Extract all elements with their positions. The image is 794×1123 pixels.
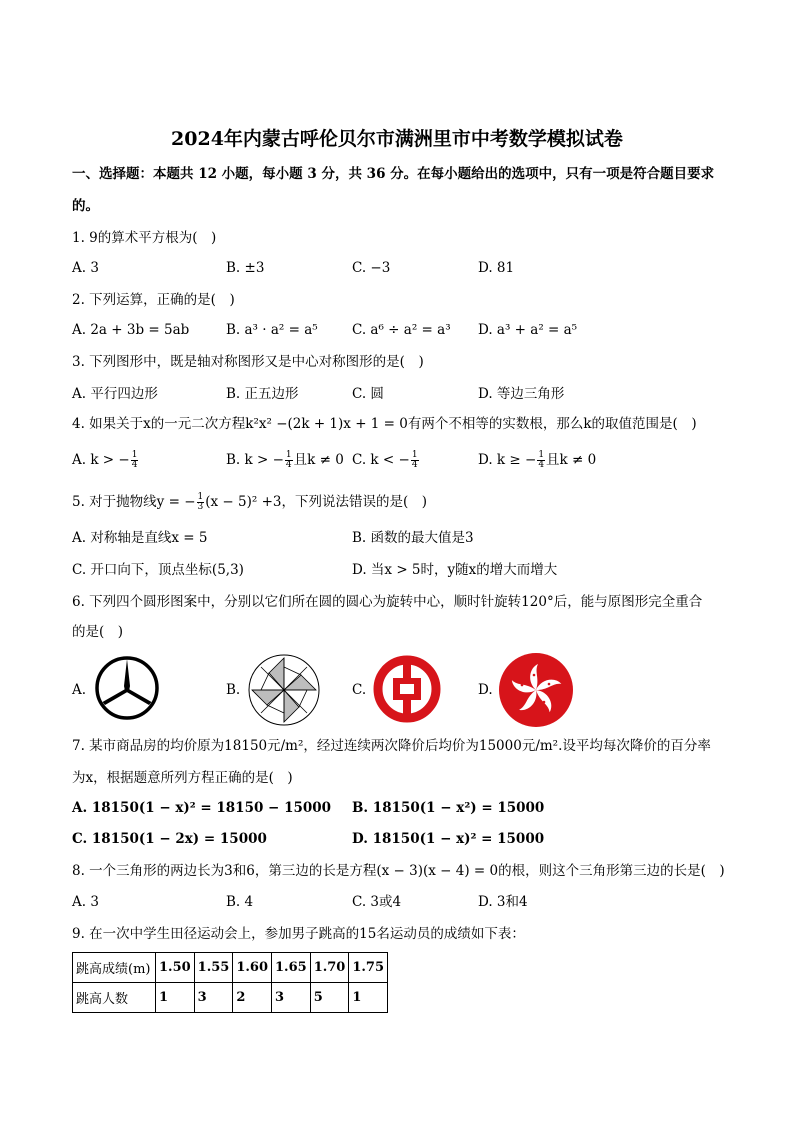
table-cell: 2 [233, 983, 272, 1013]
q1-option-c: C. −3 [352, 260, 391, 276]
question-2-stem: 2. 下列运算，正确的是( ) [72, 292, 235, 308]
q6-option-d: D. [478, 682, 493, 698]
q7-option-a: A. 18150(1 − x)² = 18150 − 15000 [72, 800, 332, 816]
q8-option-d: D. 3和4 [478, 894, 528, 910]
question-4-stem: 4. 如果关于x的一元二次方程k²x² −(2k + 1)x + 1 = 0有两个不相等的实数根，那么k的取值范围是( ) [72, 416, 697, 432]
question-6-stem: 6. 下列四个圆形图案中，分别以它们所在圆的圆心为旋转中心，顺时针旋转120°后，能与原图形完全重合 [72, 594, 703, 610]
q2-option-b: B. a³ · a² = a⁵ [226, 322, 318, 338]
q5-option-a: A. 对称轴是直线x = 5 [72, 530, 208, 546]
question-3-stem: 3. 下列图形中，既是轴对称图形又是中心对称图形的是( ) [72, 354, 424, 370]
fraction: $\frac{1}{4}$ [538, 450, 545, 470]
section-header: 一、选择题：本题共 12 小题，每小题 3 分，共 36 分。在每小题给出的选项中，只有一项是符合题目要求 [72, 166, 715, 182]
q4-option-a: A. k > − $\frac{1}{4}$ [72, 450, 138, 470]
fraction: $\frac{1}{4}$ [285, 450, 292, 470]
q6-option-c: C. [352, 682, 367, 698]
fraction: $\frac{1}{4}$ [411, 450, 418, 470]
q6-option-b: B. [226, 682, 241, 698]
table-cell: 1 [156, 983, 195, 1013]
q7-option-c: C. 18150(1 − 2x) = 15000 [72, 831, 267, 847]
table-cell: 3 [194, 983, 233, 1013]
q7-option-d: D. 18150(1 − x)² = 15000 [352, 831, 545, 847]
q2-option-c: C. a⁶ ÷ a² = a³ [352, 322, 451, 338]
question-7-stem-cont: 为x，根据题意所列方程正确的是( ) [72, 770, 293, 786]
q5-option-d: D. 当x > 5时，y随x的增大而增大 [352, 562, 558, 578]
q4-option-d: D. k ≥ − $\frac{1}{4}$ 且k ≠ 0 [478, 450, 597, 470]
question-1-stem: 1. 9的算术平方根为( ) [72, 230, 217, 246]
table-cell: 1.70 [310, 953, 349, 983]
q1-option-a: A. 3 [72, 260, 99, 276]
q7-option-b: B. 18150(1 − x²) = 15000 [352, 800, 545, 816]
question-8-stem: 8. 一个三角形的两边长为3和6，第三边的长是方程(x − 3)(x − 4) = 0的根，则这个三角形第三边的长是( ) [72, 863, 725, 879]
table-cell: 1.50 [156, 953, 195, 983]
bank-of-china-logo-icon [372, 654, 442, 724]
q5-option-c: C. 开口向下，顶点坐标(5,3) [72, 562, 244, 578]
table-cell: 1.65 [272, 953, 311, 983]
q1-option-d: D. 81 [478, 260, 515, 276]
section-header-cont: 的。 [72, 198, 99, 214]
question-6-stem-cont: 的是( ) [72, 624, 124, 640]
page-title: 2024年内蒙古呼伦贝尔市满洲里市中考数学模拟试卷 [171, 128, 623, 150]
q5-option-b: B. 函数的最大值是3 [352, 530, 474, 546]
table-row [73, 983, 388, 1013]
q3-option-c: C. 圆 [352, 386, 384, 402]
table-cell: 1.60 [233, 953, 272, 983]
q8-option-a: A. 3 [72, 894, 99, 910]
table-cell: 1.55 [194, 953, 233, 983]
table-cell: 3 [272, 983, 311, 1013]
table-cell: 5 [310, 983, 349, 1013]
q8-option-b: B. 4 [226, 894, 254, 910]
q2-option-d: D. a³ + a² = a⁵ [478, 322, 578, 338]
q3-option-b: B. 正五边形 [226, 386, 299, 402]
pinwheel-icon [247, 653, 321, 727]
q3-option-d: D. 等边三角形 [478, 386, 565, 402]
bauhinia-flag-icon [498, 652, 574, 728]
q1-option-b: B. ±3 [226, 260, 265, 276]
table-cell: 1 [349, 983, 388, 1013]
table-header-cell: 跳高成绩(m) [73, 953, 156, 983]
mercedes-star-icon [94, 655, 160, 721]
table-cell: 1.75 [349, 953, 388, 983]
q6-option-a: A. [72, 682, 87, 698]
question-5-stem: 5. 对于抛物线y = − $\frac{1}{3}$ (x − 5)² +3，下列说法错误的是( ) [72, 492, 428, 512]
table-row [73, 953, 388, 983]
question-7-stem: 7. 某市商品房的均价原为18150元/m²，经过连续两次降价后均价为15000元/m².设平均每次降价的百分率 [72, 738, 711, 754]
fraction: $\frac{1}{3}$ [197, 492, 204, 512]
q8-option-c: C. 3或4 [352, 894, 402, 910]
q4-option-b: B. k > − $\frac{1}{4}$ 且k ≠ 0 [226, 450, 344, 470]
table-header-cell: 跳高人数 [73, 983, 156, 1013]
q2-option-a: A. 2a + 3b = 5ab [72, 322, 190, 338]
q4-option-c: C. k < − $\frac{1}{4}$ [352, 450, 418, 470]
question-9-stem: 9. 在一次中学生田径运动会上，参加男子跳高的15名运动员的成绩如下表： [72, 926, 525, 942]
q3-option-a: A. 平行四边形 [72, 386, 158, 402]
jump-results-table [72, 952, 388, 1013]
fraction: $\frac{1}{4}$ [131, 450, 138, 470]
